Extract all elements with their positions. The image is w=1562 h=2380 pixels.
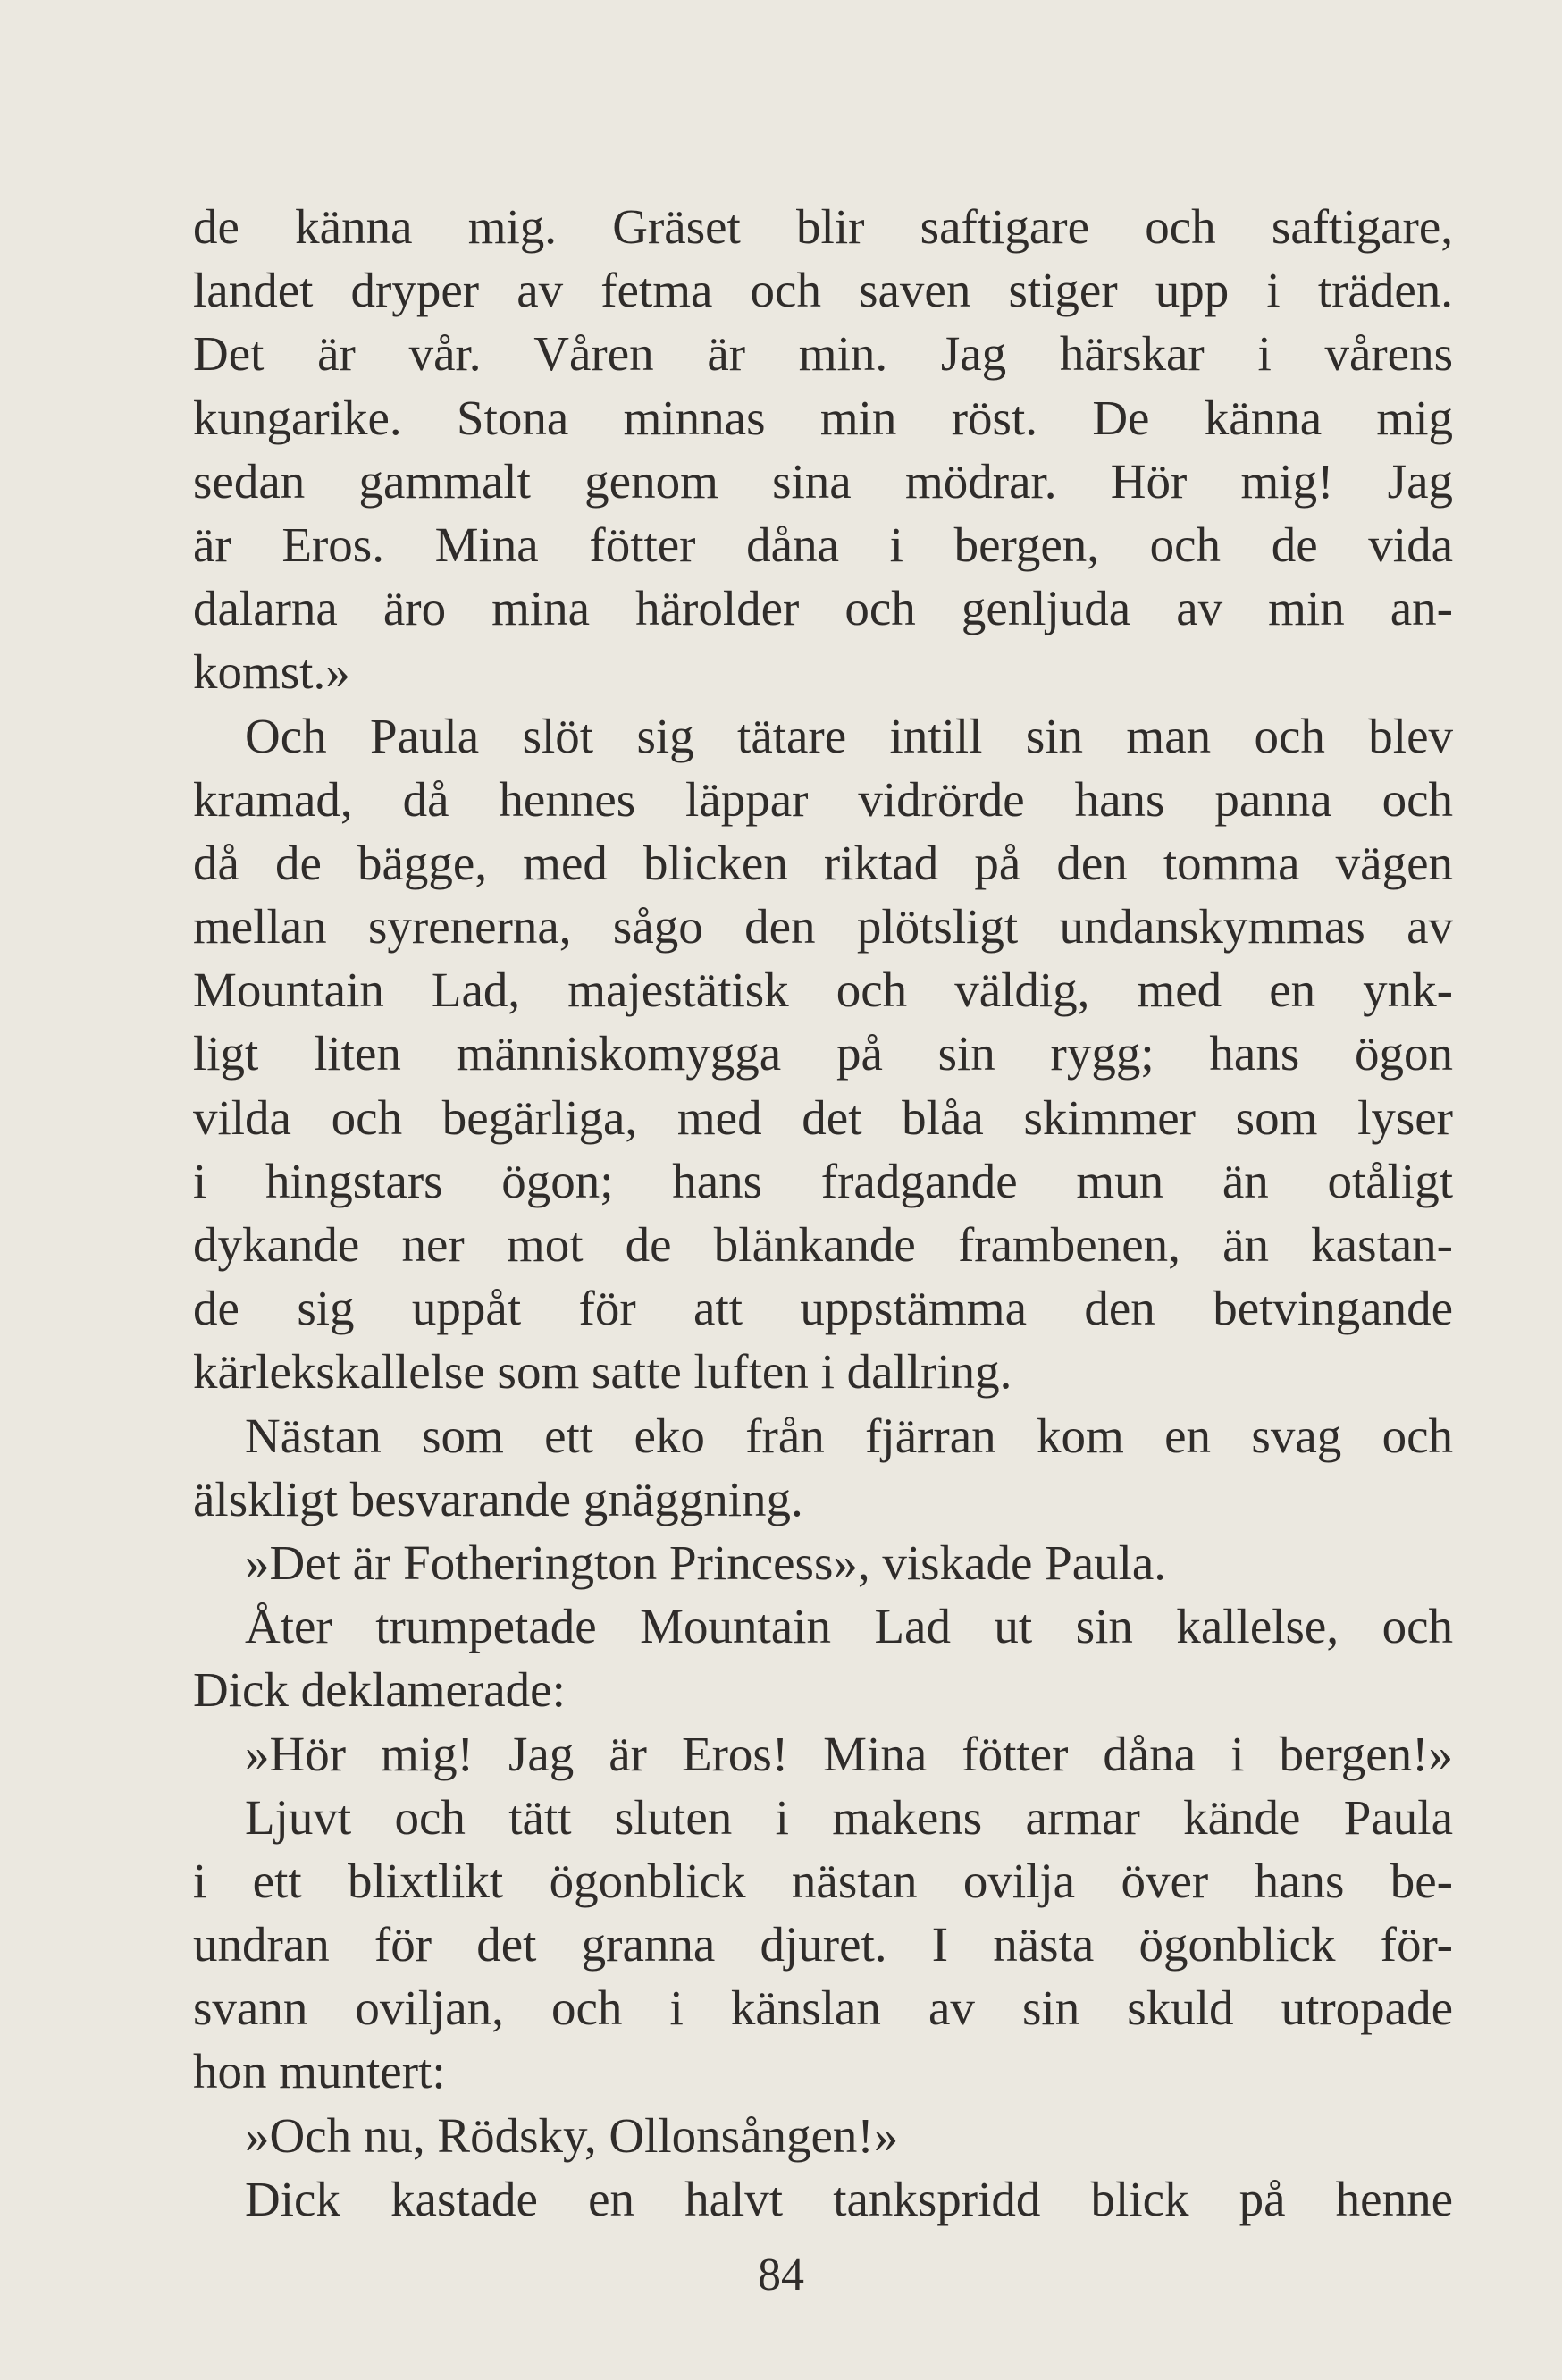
text-line: komst.» bbox=[193, 644, 350, 700]
text-line: i hingstars ögon; hans fradgande mun än otåligt bbox=[193, 1153, 1453, 1208]
text-line: kramad, då hennes läppar vidrörde hans panna och bbox=[193, 771, 1453, 827]
text-line: Åter trumpetade Mountain Lad ut sin kallelse, och bbox=[245, 1599, 1453, 1654]
text-line: mellan syrenerna, sågo den plötsligt undanskymmas av bbox=[193, 899, 1453, 955]
text-line: dalarna äro mina härolder och genljuda av min an- bbox=[193, 581, 1453, 636]
text-line: ligt liten människomygga på sin rygg; hans ögon bbox=[193, 1026, 1453, 1081]
text-line: »Hör mig! Jag är Eros! Mina fötter dåna i bergen!» bbox=[245, 1726, 1453, 1781]
text-line: kungarike. Stona minnas min röst. De känna mig bbox=[193, 390, 1453, 445]
text-line: Nästan som ett eko från fjärran kom en svag och bbox=[245, 1408, 1453, 1463]
text-line: är Eros. Mina fötter dåna i bergen, och de vida bbox=[193, 517, 1453, 572]
text-line: hon muntert: bbox=[193, 2044, 446, 2099]
body-text bbox=[193, 195, 1453, 2231]
text-line: Och Paula slöt sig tätare intill sin man och blev bbox=[245, 708, 1453, 763]
text-line: Ljuvt och tätt sluten i makens armar kände Paula bbox=[245, 1789, 1453, 1845]
text-line: landet dryper av fetma och saven stiger upp i träden. bbox=[193, 263, 1453, 318]
text-line: sedan gammalt genom sina mödrar. Hör mig! Jag bbox=[193, 453, 1453, 509]
text-line: Det är vår. Våren är min. Jag härskar i vårens bbox=[193, 326, 1453, 382]
text-line: de sig uppåt för att uppstämma den betvingande bbox=[193, 1281, 1453, 1336]
text-line: Dick deklamerade: bbox=[193, 1662, 566, 1718]
text-line: älskligt besvarande gnäggning. bbox=[193, 1471, 803, 1526]
text-line: Dick kastade en halvt tankspridd blick på henne bbox=[245, 2171, 1453, 2226]
text-line: svann oviljan, och i känslan av sin skuld utropade bbox=[193, 1981, 1453, 2036]
text-line: Mountain Lad, majestätisk och väldig, med en ynk- bbox=[193, 963, 1453, 1018]
text-line: dykande ner mot de blänkande frambenen, än kastan- bbox=[193, 1217, 1453, 1272]
text-line: då de bägge, med blicken riktad på den tomma vägen bbox=[193, 835, 1453, 890]
text-line: undran för det granna djuret. I nästa ögonblick för- bbox=[193, 1917, 1453, 1972]
text-line: i ett blixtlikt ögonblick nästan ovilja över hans be- bbox=[193, 1853, 1453, 1908]
text-line: de känna mig. Gräset blir saftigare och saftigare, bbox=[193, 199, 1453, 254]
page-number: 84 bbox=[758, 2250, 804, 2300]
text-line: kärlekskallelse som satte luften i dallring. bbox=[193, 1344, 1012, 1400]
text-line: vilda och begärliga, med det blåa skimmer som lyser bbox=[193, 1089, 1453, 1145]
text-line: »Och nu, Rödsky, Ollonsången!» bbox=[245, 2107, 899, 2163]
text-line: »Det är Fotherington Princess», viskade Paula. bbox=[245, 1535, 1167, 1590]
